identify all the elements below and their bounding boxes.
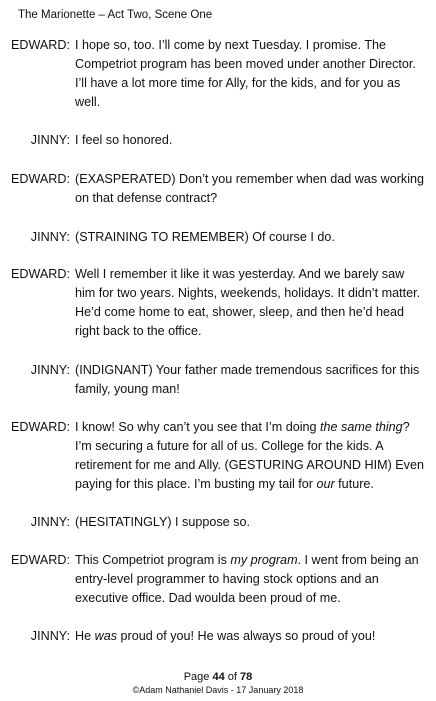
copyright-notice: ©Adam Nathaniel Davis - 17 January 2018 [132,685,304,695]
dialogue-entry [0,418,436,494]
dialogue-entry [0,551,436,608]
dialogue-line [75,265,427,341]
dialogue-entry [0,627,436,646]
script-dialogue [0,36,436,646]
dialogue-entry [0,228,436,247]
line-text: . I went from being an entry-level programmer to having stock options and an executive office. Dad woulda been proud of me. [75,553,419,605]
line-text: (EXASPERATED) Don’t you remember when dad was working on that defense contract? [75,172,425,205]
line-text: I feel so honored. [75,133,173,147]
line-text: ? I’m securing a future for all of us. College for the kids. A retirement for me and Ally. (GESTURING AROUND HIM) Even paying for this place. I’m busting my tail for [75,420,424,491]
page-label: Page [183,671,213,683]
speaker-name: JINNY: [30,515,70,529]
speaker-name: EDWARD: [10,38,70,52]
dialogue-line [75,513,427,532]
dialogue-entry [0,513,436,532]
page-of-label: of [224,671,241,683]
line-text: future. [334,477,374,491]
line-text: This Competriot program is [75,553,231,567]
speaker-name: EDWARD: [10,420,70,434]
speaker-name: JINNY: [30,629,70,643]
line-text: He [75,629,95,643]
line-text: (HESITATINGLY) I suppose so. [75,515,250,529]
page-total: 78 [240,671,253,683]
line-text: I hope so, too. I’ll come by next Tuesday. I promise. The Competriot program has been moved under another Director. I’ll have a lot more time for Ally, for the kids, and for you as well. [75,38,416,109]
speaker-name: JINNY: [30,133,70,147]
speaker-name: JINNY: [30,363,70,377]
dialogue-line [75,170,427,208]
emphasis-text: my program [230,553,298,567]
dialogue-line [75,627,427,646]
emphasis-text: the same thing [320,420,403,434]
dialogue-line [75,418,427,494]
dialogue-line [75,131,427,150]
dialogue-line [75,361,427,399]
page-number [0,671,436,684]
dialogue-entry [0,361,436,399]
dialogue-entry [0,36,436,112]
line-text: (INDIGNANT) Your father made tremendous sacrifices for this family, young man! [75,363,420,396]
line-text: (STRAINING TO REMEMBER) Of course I do. [75,230,335,244]
dialogue-entry [0,170,436,208]
speaker-name: EDWARD: [10,172,70,186]
line-text: Well I remember it like it was yesterday. And we barely saw him for two years. Nights, weekends, holidays. It didn’t matter. He’d come home to eat, shower, sleep, and then he’d head right back to the office. [75,267,421,338]
page-current: 44 [212,671,225,683]
dialogue-entry [0,131,436,150]
line-text: I know! So why can’t you see that I’m doing [75,420,321,434]
dialogue-entry [0,265,436,341]
speaker-name: EDWARD: [10,553,70,567]
speaker-name: JINNY: [30,230,70,244]
emphasis-text: our [316,477,335,491]
dialogue-line [75,36,427,112]
dialogue-line [75,551,427,608]
line-text: proud of you! He was always so proud of you! [117,629,376,643]
dialogue-line [75,228,427,247]
emphasis-text: was [94,629,118,643]
speaker-name: EDWARD: [10,267,70,281]
page-header: The Marionette – Act Two, Scene One [18,9,213,21]
